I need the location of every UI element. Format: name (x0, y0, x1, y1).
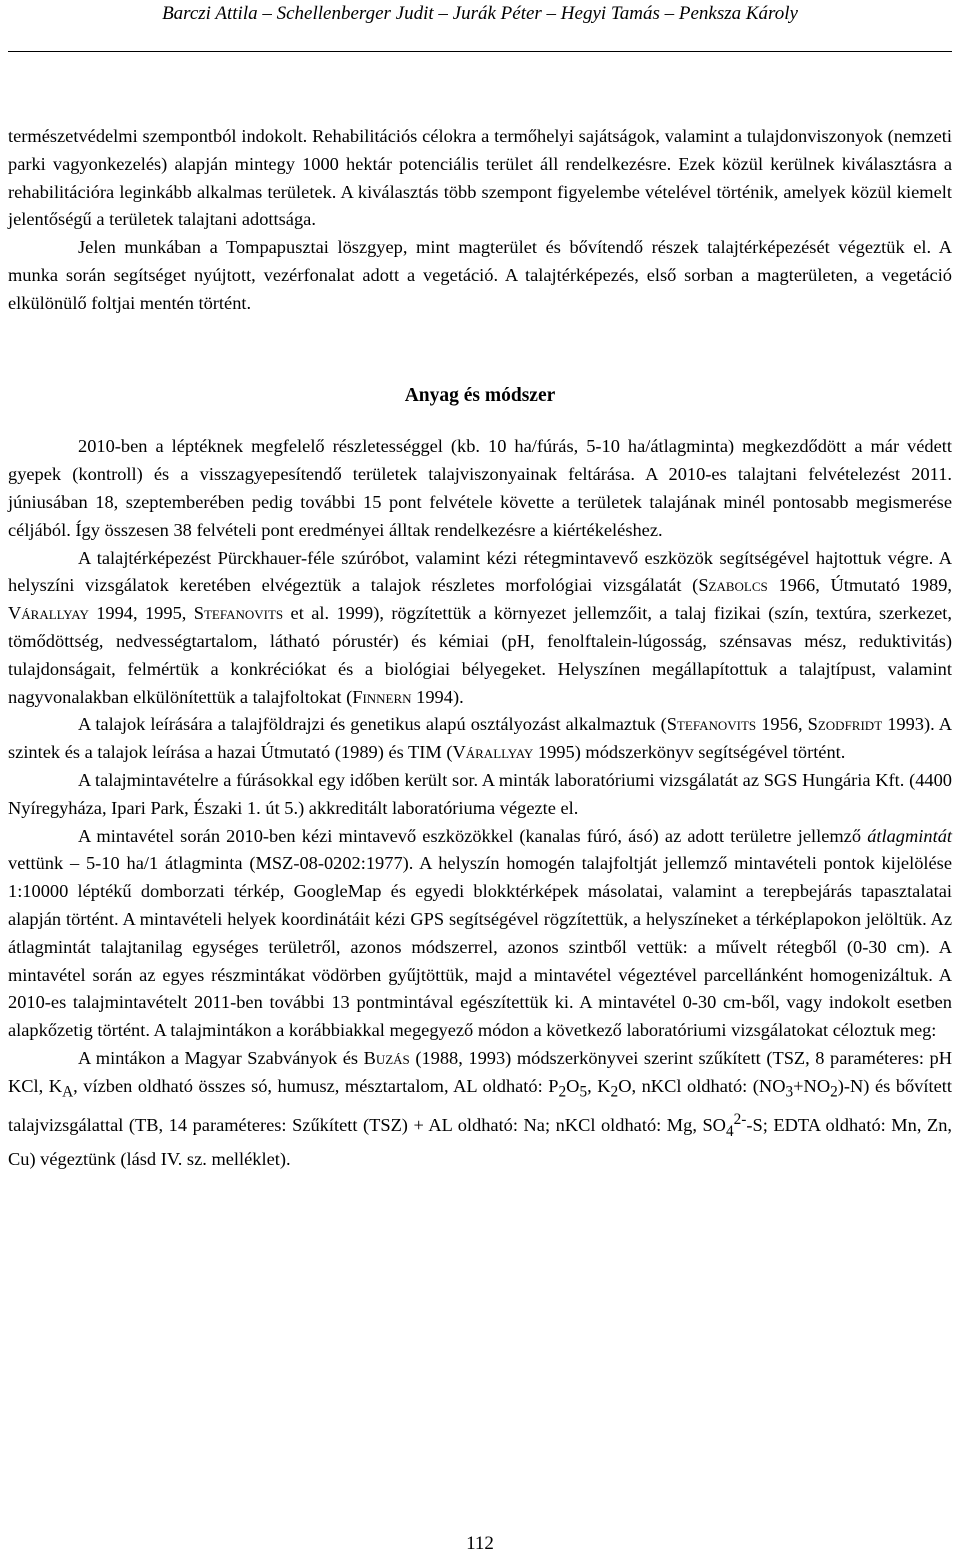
paragraph-intro: természetvédelmi szempontból indokolt. Rehabilitációs célokra a termőhelyi sajátságok, valamint a tulajdonviszonyok (nemzeti parki vagyonkezelés) alapján mintegy 1000 hektár potenciális terület áll rendelkezésre. Ezek közül kerülnek kiválasztásra a rehabilitációra leginkább alkalmas területek. A kiválasztás több szempont figyelembe vételével történik, amelyek közül kiemelt jelentőségű a területek talajtani adottsága. (8, 126, 952, 230)
text-run: 1993). A szintek és a talajok leírása a hazai Útmutató (1989) és TIM ( (8, 714, 953, 763)
author-ref: Buzás (363, 1047, 410, 1068)
text-run: 1966, Útmutató 1989, (767, 575, 952, 596)
page-body (8, 123, 952, 1174)
text-run: , K (587, 1075, 611, 1096)
text-run: vettünk – 5-10 ha/1 átlagminta (MSZ-08-0202:1977). A helyszín homogén talajfoltját jellemző mintavételi pontok kijelölése 1:10000 léptékű domborzati térkép, GoogleMap és egyedi blokktérképek másolatai, valamint a terepbejárás tapasztalatai alapján történt. A mintavételi helyek koordinátáit kézi GPS segítségével rögzítettük, a helyszíneket a térképlapokon jelöltük. Az átlagmintát talajtanilag egységes területről, azonos módszerrel, azonos szintből vettük: a művelt rétegből (0-30 cm). A mintavétel során az egyes részmintákat vödörben gyűjtöttük, majd a mintavétel végeztével parcellánként homogenizáltuk. A 2010-es talajmintavételt 2011-ben további 13 pontmintával egészítettük ki. A mintavétel 0-30 cm-ből, vagy indokolt esetben alapkőzetig történt. A talajmintákon a korábbiakkal megegyező módon a következő laboratóriumi vizsgálatokat céloztuk meg: (8, 853, 952, 1041)
paragraph-sampling-2010: 2010-ben a léptéknek megfelelő részletességgel (kb. 10 ha/fúrás, 5-10 ha/átlagminta) megkezdődött a már védett gyepek (kontroll) és a visszagyepesítendő területek talajviszonyainak feltárása. A 2010-es talajtani felvételezést 2011. júniusában 18, szeptemberében pedig további 15 pont felvétele követte a területek talajának minél pontosabb megismerése céljából. Így összesen 38 felvételi pont eredményei álltak rendelkezésre a kiértékeléshez. (8, 436, 952, 540)
paragraph-classification (8, 711, 952, 767)
text-run: A mintákon a Magyar Szabványok és (78, 1047, 364, 1068)
header-authors: Barczi Attila – Schellenberger Judit – Jurák Péter – Hegyi Tamás – Penksza Károly (162, 3, 798, 24)
text-run: +NO (793, 1075, 831, 1096)
text-run: 1995) módszerkönyv segítségével történt. (533, 742, 846, 763)
paragraph-mapping-methods (8, 545, 952, 712)
superscript: 2- (733, 1111, 747, 1129)
text-run: O, nKCl oldható: (NO (618, 1075, 786, 1096)
author-ref: Szabolcs (698, 575, 768, 596)
paragraph-laboratory: A talajmintavételre a fúrásokkal egy időben került sor. A minták laboratóriumi vizsgálatát az SGS Hungária Kft. (4400 Nyíregyháza, Ipari Park, Északi 1. út 5.) akkreditált laboratóriuma végezte el. (8, 769, 952, 818)
text-run: A talajok leírására a talajföldrajzi és genetikus alapú osztályozást alkalmaztuk ( (78, 714, 667, 735)
page-number: 112 (466, 1533, 494, 1554)
text-run: A mintavétel során 2010-ben kézi mintavevő eszközökkel (kanalas fúró, ásó) az adott területre jellemző (78, 825, 868, 846)
text-run: (1988, 1993) módszerkönyvei szerint szűkített (TSZ, 8 paraméteres: pH KCl, K (8, 1047, 952, 1096)
text-run: O (566, 1075, 580, 1096)
text-run: 1994). (411, 686, 464, 707)
paragraph-tompapuszta: Jelen munkában a Tompapusztai löszgyep, mint magterület és bővítendő részek talajtérképezését végeztük el. A munka során segítséget nyújtott, vezérfonalat adott a vegetáció. A talajtérképezés, első sorban a magterületen, a vegetáció elkülönülő foltjai mentén történt. (8, 237, 952, 313)
subscript: 3 (785, 1083, 794, 1101)
author-ref: Finnern (352, 686, 412, 707)
text-run: )-N) és bővített talajvizsgálattal (TB, 14 paraméteres: Szűkített (TSZ) + AL oldható: Na; nKCl oldható: Mg, SO (8, 1075, 953, 1136)
author-ref: Szodfridt (807, 714, 883, 735)
text-run: 1994, 1995, (88, 603, 194, 624)
header-divider (8, 51, 952, 52)
text-run: et al. 1999), rögzítettük a környezet jellemzőit, a talaj fizikai (szín, textúra, szerkezet, tömődöttség, nedvességtartalom, látható pórustér) és kémiai (pH, fenolftalein-lúgosság, szénsavas mész, reduktivitás) tulajdonságait, felmértük a konkréciókat és a biológiai bélyegeket. Helyszínen megállapítottuk a talajtípust, valamint nagyvonalakban elkülönítettük a talajfoltokat ( (8, 603, 952, 707)
subscript: 5 (579, 1083, 588, 1101)
author-ref: Stefanovits (666, 714, 757, 735)
subscript: 2 (830, 1083, 838, 1101)
author-ref: Várallyay (452, 742, 534, 763)
subscript: 2 (610, 1083, 619, 1101)
text-run: -S; EDTA oldható: Mn, Zn, Cu) végeztünk (lásd IV. sz. melléklet). (8, 1115, 952, 1169)
section-heading: Anyag és módszer (404, 384, 556, 406)
subscript: 2 (558, 1083, 567, 1101)
paragraph-sampling-procedure (8, 823, 952, 1045)
subscript: 4 (725, 1122, 734, 1140)
text-run: A talajtérképezést Pürckhauer-féle szúróbot, valamint kézi rétegmintavevő eszközök segítségével hajtottuk végre. A helyszíni vizsgálatok keretében elvégeztük a talajok részletes morfológiai vizsgálatát ( (8, 547, 952, 596)
author-ref: Várallyay (8, 603, 89, 624)
running-header (0, 0, 960, 32)
paragraph-lab-parameters (8, 1045, 952, 1174)
subscript: A (62, 1083, 74, 1101)
text-run: 1956, (756, 714, 808, 735)
text-run: , vízben oldható összes só, humusz, mésztartalom, AL oldható: P (73, 1075, 559, 1096)
emphasis-term: átlagmintát (867, 825, 952, 846)
author-ref: Stefanovits (193, 603, 284, 624)
